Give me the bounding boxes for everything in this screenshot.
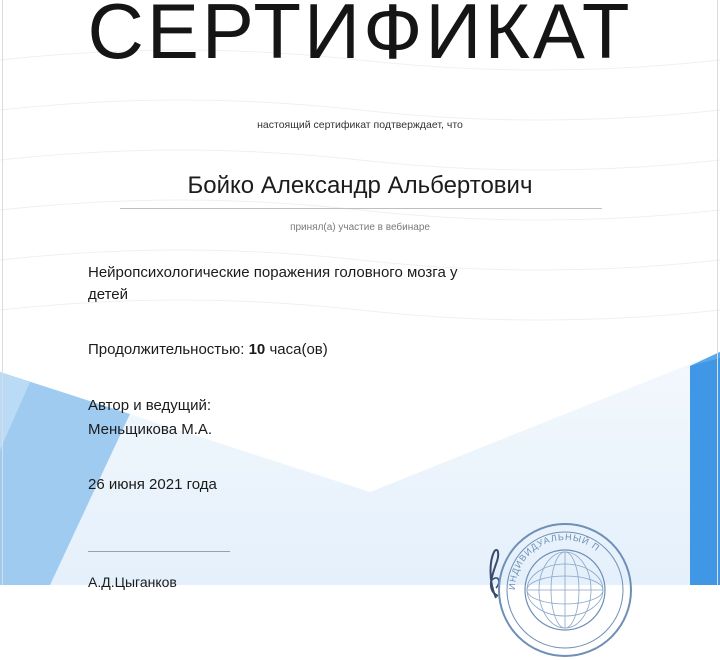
duration-label: Продолжительностью:	[88, 341, 245, 358]
signature-line	[88, 551, 230, 552]
name-underline	[120, 208, 602, 209]
duration-unit: часа(ов)	[269, 341, 328, 358]
author-label: Автор и ведущий:	[88, 397, 212, 414]
recipient-name: Бойко Александр Альбертович	[187, 172, 533, 199]
stamp-text: ИНДИВИДУАЛЬНЫЙ П	[506, 531, 602, 591]
certificate-date: 26 июня 2021 года	[88, 476, 217, 493]
author-name: Меньщикова М.А.	[88, 421, 213, 438]
stamp-icon	[495, 520, 635, 660]
signer-name: А.Д.Цыганков	[88, 574, 177, 590]
duration-line	[88, 341, 328, 358]
duration-value: 10	[248, 341, 266, 358]
intro-text: настоящий сертификат подтверждает, что	[257, 119, 463, 131]
right-blue-band	[690, 352, 720, 585]
participation-text: принял(а) участие в вебинаре	[290, 222, 430, 233]
left-border	[2, 0, 3, 585]
right-border	[717, 0, 718, 585]
webinar-title: Нейропсихологические поражения головного мозга у детей	[88, 264, 458, 303]
certificate-title: СЕРТИФИКАТ	[87, 0, 633, 75]
